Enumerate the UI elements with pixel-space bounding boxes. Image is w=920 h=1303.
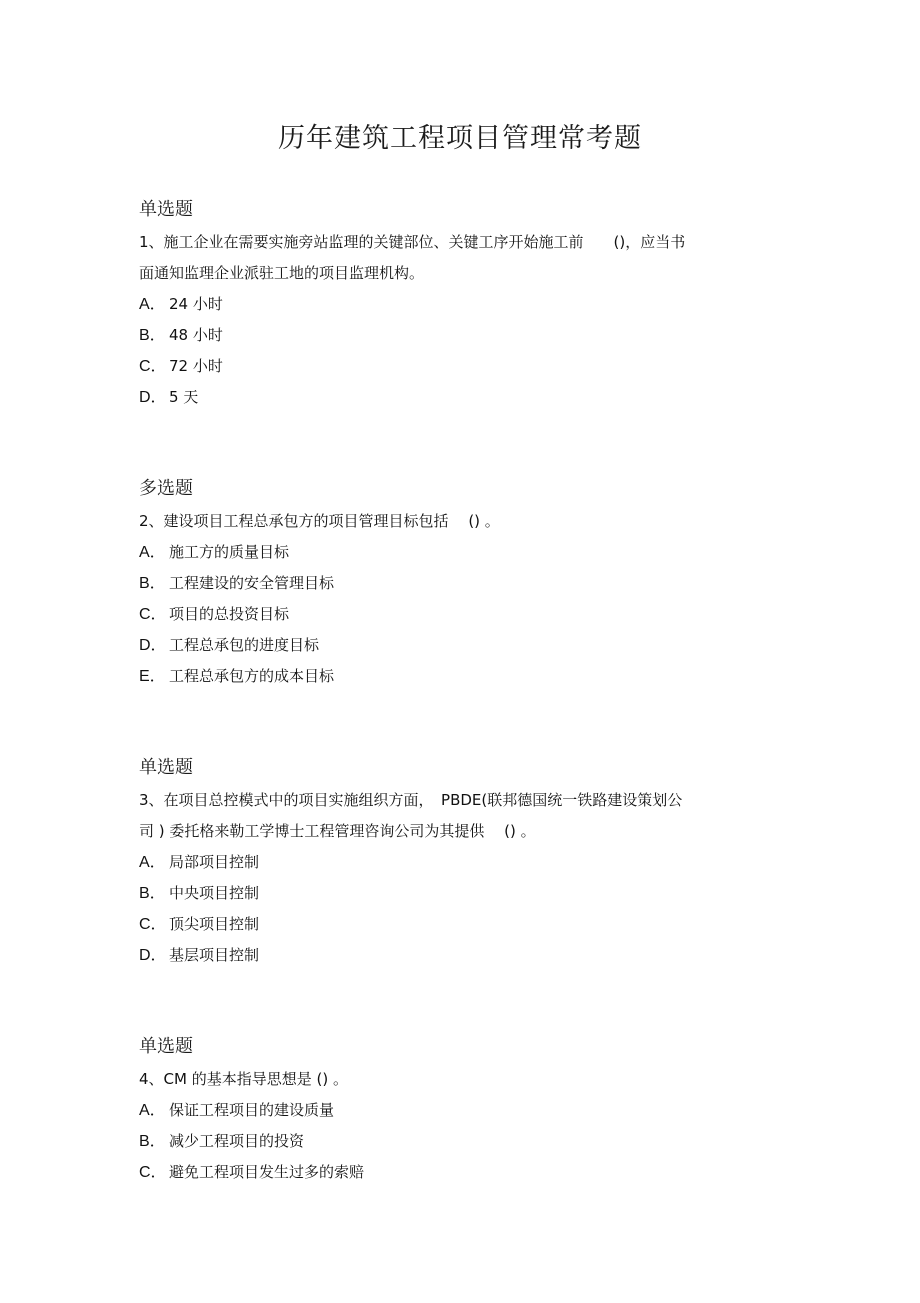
question-type-label: 多选题 (139, 478, 193, 499)
question-stem-line: 2、建设项目工程总承包方的项目管理目标包括 () 。 (139, 512, 500, 530)
option-text: 保证工程项目的建设质量 (169, 1101, 335, 1119)
answer-option-d (139, 382, 779, 413)
answer-option-a (139, 289, 779, 320)
question-stem-line: 面通知监理企业派驻工地的项目监理机构。 (139, 264, 425, 282)
option-letter: C． (139, 358, 167, 375)
option-letter: B． (139, 885, 166, 902)
answer-option-a (139, 847, 779, 878)
question-1 (139, 197, 779, 413)
option-letter: B． (139, 575, 166, 592)
option-letter: A． (139, 1102, 166, 1119)
document-title: 历年建筑工程项目管理常考题 (278, 123, 642, 154)
option-letter: B． (139, 327, 166, 344)
question-type-label: 单选题 (139, 199, 193, 220)
answer-option-e (139, 661, 779, 692)
option-text: 顶尖项目控制 (169, 915, 260, 933)
question-type-label: 单选题 (139, 757, 193, 778)
option-text: 局部项目控制 (169, 853, 260, 871)
option-letter: C． (139, 916, 167, 933)
option-text: 24 小时 (169, 295, 223, 313)
option-text: 5 天 (169, 388, 199, 406)
option-text: 工程总承包的进度目标 (169, 636, 320, 654)
answer-option-b (139, 878, 779, 909)
question-type-label: 单选题 (139, 1036, 193, 1057)
option-letter: D． (139, 637, 167, 654)
answer-option-b (139, 320, 779, 351)
option-letter: C． (139, 606, 167, 623)
answer-option-b (139, 568, 779, 599)
answer-option-c (139, 599, 779, 630)
question-4 (139, 1034, 779, 1188)
option-letter: D． (139, 389, 167, 406)
option-text: 避免工程项目发生过多的索赔 (169, 1163, 365, 1181)
answer-option-d (139, 630, 779, 661)
option-letter: A． (139, 544, 166, 561)
option-letter: C． (139, 1164, 167, 1181)
question-2 (139, 476, 779, 692)
answer-option-d (139, 940, 779, 971)
answer-option-b (139, 1126, 779, 1157)
question-stem-line: 4、CM 的基本指导思想是 () 。 (139, 1070, 348, 1088)
option-letter: B． (139, 1133, 166, 1150)
option-text: 72 小时 (169, 357, 223, 375)
option-text: 项目的总投资目标 (169, 605, 290, 623)
option-text: 基层项目控制 (169, 946, 260, 964)
option-letter: A． (139, 854, 166, 871)
question-3 (139, 755, 779, 971)
question-stem-line: 1、施工企业在需要实施旁站监理的关键部位、关键工序开始施工前 ()，应当书 (139, 233, 686, 251)
answer-option-c (139, 1157, 779, 1188)
answer-option-a (139, 1095, 779, 1126)
answer-option-a (139, 537, 779, 568)
option-text: 工程建设的安全管理目标 (169, 574, 335, 592)
option-text: 中央项目控制 (169, 884, 260, 902)
option-letter: E． (139, 668, 166, 685)
answer-option-c (139, 351, 779, 382)
question-stem-line: 3、在项目总控模式中的项目实施组织方面， PBDE(联邦德国统一铁路建设策划公 (139, 791, 683, 809)
option-text: 工程总承包方的成本目标 (169, 667, 335, 685)
option-letter: A． (139, 296, 166, 313)
question-stem-line: 司 ) 委托格来勒工学博士工程管理咨询公司为其提供 () 。 (139, 822, 536, 840)
option-text: 48 小时 (169, 326, 223, 344)
option-text: 施工方的质量目标 (169, 543, 290, 561)
option-letter: D． (139, 947, 167, 964)
option-text: 减少工程项目的投资 (169, 1132, 305, 1150)
answer-option-c (139, 909, 779, 940)
